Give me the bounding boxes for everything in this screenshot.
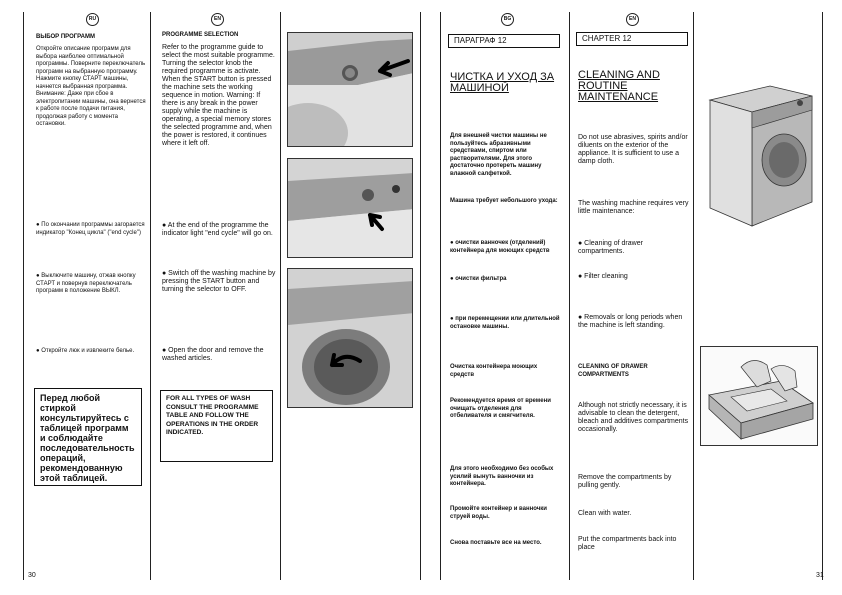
bg-subheading: Очистка контейнера моющих средств <box>450 364 538 378</box>
bg-item-1: ● очистки ванночек (отделений) контейнера для моющих средств <box>450 240 550 254</box>
column-rule-2 <box>280 12 281 580</box>
en-subheading: CLEANING OF DRAWER COMPARTMENTS <box>578 364 648 378</box>
ru-paragraph-3: ● Выключите машину, отжав кнопку СТАРТ и повернув переключатель программ в положение ВЫКЛ. <box>36 273 136 294</box>
en-warning-box: FOR ALL TYPES OF WASH CONSULT THE PROGRAMME TABLE AND FOLLOW THE OPERATIONS IN THE ORDER INDICATED. <box>160 390 273 462</box>
bg-paragraph-4: Для этого необходимо без особых усилий вынуть ванночки из контейнера. <box>450 466 554 487</box>
page-number-right: 31 <box>816 572 824 579</box>
lang-badge-bg: BG <box>501 13 514 26</box>
en-item-2: ● Filter cleaning <box>578 273 628 280</box>
en-paragraph-6-right: Put the compartments back into place <box>578 536 677 551</box>
bg-paragraph-6: Снова поставьте все на место. <box>450 540 542 546</box>
en-item-3: ● Removals or long periods when the machine is left standing. <box>578 314 683 329</box>
en-paragraph-3: ● Switch off the washing machine by pressing the START button and turning the selector to OFF. <box>162 270 276 293</box>
en-paragraph-2-right: The washing machine requires very little maintenance: <box>578 200 689 215</box>
ru-heading: ВЫБОР ПРОГРАММ <box>36 34 95 40</box>
left-margin-rule <box>23 12 24 580</box>
en-chapter-label: CHAPTER 12 <box>576 32 688 46</box>
ru-warning-box: Перед любой стиркой консультируйтесь с таблицей программ и соблюдайте последовательность операций, рекомендованную этой таблицей. <box>34 388 142 486</box>
right-page-inner-rule <box>440 12 441 580</box>
en-heading: PROGRAMME SELECTION <box>162 32 239 38</box>
open-door-illustration <box>288 269 413 408</box>
column-rule-1 <box>150 12 151 580</box>
en-paragraph-4-right: Remove the compartments by pulling gently. <box>578 474 672 489</box>
door-photo <box>287 268 413 408</box>
en-paragraph-1-right: Do not use abrasives, spirits and/or diluents on the exterior of the appliance. It is sufficient to use a damp cloth. <box>578 134 688 165</box>
en-paragraph-5-right: Clean with water. <box>578 510 632 517</box>
ru-paragraph-2: ● По окончании программы загорается индикатор "Конец цикла" ("end cycle") <box>36 222 145 236</box>
en-paragraph-2: ● At the end of the programme the indicator light "end cycle" will go on. <box>162 222 273 237</box>
bg-item-3: ● при перемещении или длительной остановке машины. <box>450 316 560 330</box>
page-number-left: 30 <box>28 572 36 579</box>
bg-chapter-title: ЧИСТКА И УХОД ЗА МАШИНОЙ <box>450 71 555 94</box>
en-chapter-title: CLEANING AND ROUTINE MAINTENANCE <box>578 69 660 103</box>
bg-paragraph-2: Машина требует небольшого ухода: <box>450 198 558 204</box>
ru-paragraph-4: ● Откройте люк и извлеките белье. <box>36 348 135 354</box>
lang-badge-ru: RU <box>86 13 99 26</box>
lang-badge-en: EN <box>211 13 224 26</box>
column-rule-4 <box>693 12 694 580</box>
en-item-1: ● Cleaning of drawer compartments. <box>578 240 643 255</box>
lang-badge-en-right: EN <box>626 13 639 26</box>
page-fold-rule <box>420 12 421 580</box>
bg-paragraph-3: Рекомендуется время от времени очищать отделения для отбеливателя и смягчителя. <box>450 398 551 419</box>
detergent-drawer-photo <box>700 346 818 446</box>
bg-chapter-label: ПАРАГРАФ 12 <box>448 34 560 48</box>
drawer-compartments-illustration <box>701 347 818 446</box>
selector-knob-illustration <box>288 33 413 147</box>
washing-machine-illustration <box>700 80 818 230</box>
en-paragraph-1: Refer to the programme guide to select the most suitable programme. Turning the selector knob the required programme is activate. When the START button is pressed the machine sets the working sequence in motion. Warning: If there is any break in the power supply while the machine is operating, a special memory stores the selected programme and, when the power is restored, it continues where it left off. <box>162 44 275 147</box>
column-rule-3 <box>569 12 570 580</box>
control-panel-photo-2 <box>287 158 413 258</box>
en-paragraph-4: ● Open the door and remove the washed articles. <box>162 347 264 362</box>
right-margin-rule <box>822 12 823 580</box>
bg-paragraph-5: Промойте контейнер и ванночки струей воды. <box>450 506 547 520</box>
ru-paragraph-1: Откройте описание программ для выбора наиболее оптимальной программы. Поверните переключатель программ на выбранную программу. Нажмите кнопку СТАРТ машины, начнется выбранная программа. Внимание: Даже при сбое в электропитании машины, она вернется к работе после подачи питания, продолжая работу с момента остановки. <box>36 46 146 127</box>
en-paragraph-3-right: Although not strictly necessary, it is advisable to clean the detergent, bleach and additives compartments occasionally. <box>578 402 689 433</box>
bg-item-2: ● очистки фильтра <box>450 276 507 282</box>
start-button-illustration <box>288 159 413 258</box>
bg-paragraph-1: Для внешней чистки машины не пользуйтесь абразивными средствами, спиртом или растворителями. Для этого достаточно протереть машину влажной салфеткой. <box>450 133 547 177</box>
control-panel-photo-1 <box>287 32 413 147</box>
